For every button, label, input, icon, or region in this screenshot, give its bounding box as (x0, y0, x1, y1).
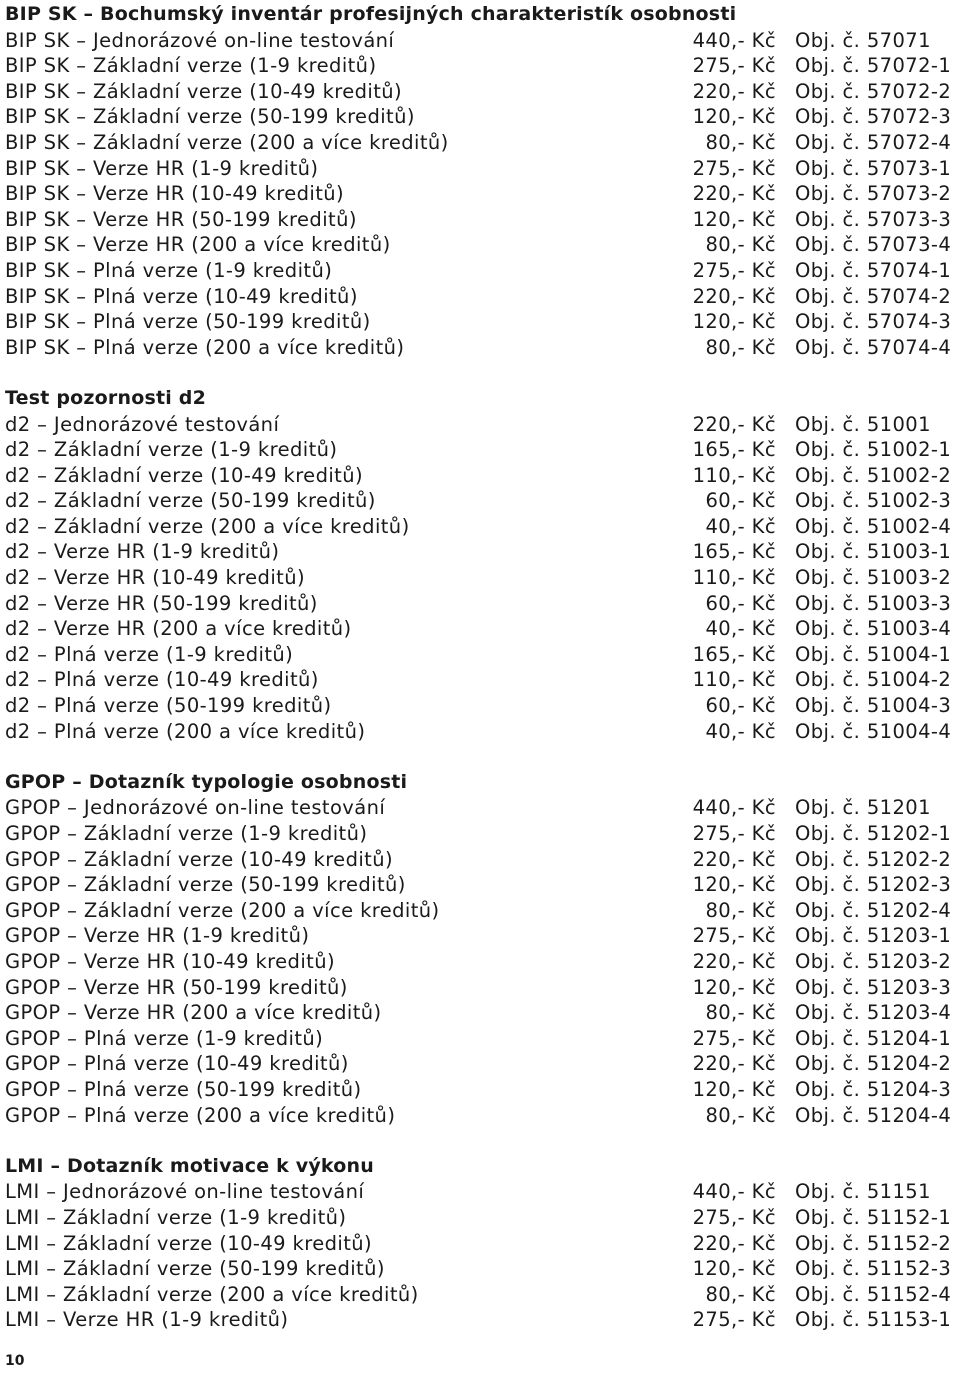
price-rows (5, 795, 960, 1128)
product-name: LMI – Jednorázové on-line testování (5, 1180, 365, 1204)
price-row (5, 616, 960, 642)
order-code: Obj. č. 51002-1 (795, 438, 952, 462)
product-price: 60,- Kč (705, 694, 776, 718)
product-name: GPOP – Verze HR (10-49 kreditů) (5, 949, 335, 973)
order-code: Obj. č. 51002-4 (795, 514, 952, 538)
product-price: 120,- Kč (692, 310, 776, 334)
section-d2 (5, 386, 960, 744)
product-price: 220,- Kč (692, 847, 776, 871)
product-price: 120,- Kč (692, 207, 776, 231)
page-number: 10 (5, 1353, 25, 1369)
price-row (5, 719, 960, 745)
price-row (5, 1103, 960, 1129)
price-row (5, 872, 960, 898)
order-code: Obj. č. 51004-3 (795, 694, 952, 718)
order-code: Obj. č. 51003-3 (795, 591, 952, 615)
order-code: Obj. č. 51203-4 (795, 1001, 952, 1025)
product-name: LMI – Verze HR (1-9 kreditů) (5, 1308, 289, 1332)
order-code: Obj. č. 51204-3 (795, 1077, 952, 1101)
product-price: 110,- Kč (692, 566, 776, 590)
price-row (5, 1077, 960, 1103)
order-code: Obj. č. 51152-2 (795, 1231, 952, 1255)
product-name: BIP SK – Verze HR (200 a více kreditů) (5, 233, 391, 257)
price-row (5, 104, 960, 130)
price-row (5, 1205, 960, 1231)
price-list (5, 2, 960, 1333)
product-name: GPOP – Plná verze (200 a více kreditů) (5, 1103, 396, 1127)
order-code: Obj. č. 57072-3 (795, 105, 952, 129)
price-row (5, 795, 960, 821)
order-code: Obj. č. 51152-1 (795, 1205, 952, 1229)
product-price: 220,- Kč (692, 182, 776, 206)
order-code: Obj. č. 51004-2 (795, 668, 952, 692)
product-price: 275,- Kč (692, 156, 776, 180)
product-price: 220,- Kč (692, 412, 776, 436)
order-code: Obj. č. 51001 (795, 412, 931, 436)
product-price: 110,- Kč (692, 463, 776, 487)
product-price: 80,- Kč (705, 1103, 776, 1127)
product-price: 110,- Kč (692, 668, 776, 692)
product-price: 220,- Kč (692, 949, 776, 973)
product-price: 440,- Kč (692, 1180, 776, 1204)
price-row (5, 514, 960, 540)
product-price: 80,- Kč (705, 130, 776, 154)
product-price: 275,- Kč (692, 822, 776, 845)
product-name: BIP SK – Základní verze (200 a více kreditů) (5, 130, 449, 154)
price-row (5, 53, 960, 79)
price-row (5, 693, 960, 719)
product-name: d2 – Základní verze (200 a více kreditů) (5, 514, 410, 538)
product-name: LMI – Základní verze (200 a více kreditů) (5, 1282, 419, 1306)
product-price: 60,- Kč (705, 591, 776, 615)
price-row (5, 28, 960, 54)
price-rows (5, 412, 960, 745)
product-name: d2 – Plná verze (200 a více kreditů) (5, 719, 366, 743)
product-price: 80,- Kč (705, 1001, 776, 1025)
price-row (5, 1000, 960, 1026)
product-price: 40,- Kč (705, 719, 776, 743)
order-code: Obj. č. 51004-4 (795, 719, 952, 743)
price-row (5, 181, 960, 207)
order-code: Obj. č. 57074-1 (795, 258, 952, 282)
product-name: d2 – Plná verze (1-9 kreditů) (5, 642, 294, 666)
price-row (5, 667, 960, 693)
product-name: GPOP – Plná verze (50-199 kreditů) (5, 1077, 362, 1101)
product-name: BIP SK – Základní verze (50-199 kreditů) (5, 105, 415, 129)
product-name: GPOP – Plná verze (10-49 kreditů) (5, 1052, 349, 1076)
price-row (5, 258, 960, 284)
price-row (5, 156, 960, 182)
product-name: GPOP – Základní verze (1-9 kreditů) (5, 822, 368, 845)
product-name: BIP SK – Plná verze (10-49 kreditů) (5, 284, 358, 308)
product-name: GPOP – Verze HR (200 a více kreditů) (5, 1001, 382, 1025)
price-row (5, 1256, 960, 1282)
product-name: d2 – Základní verze (1-9 kreditů) (5, 438, 338, 462)
order-code: Obj. č. 51002-2 (795, 463, 952, 487)
product-name: d2 – Verze HR (50-199 kreditů) (5, 591, 318, 615)
section-title: GPOP – Dotazník typologie osobnosti (5, 770, 408, 793)
order-code: Obj. č. 57073-1 (795, 156, 952, 180)
section-gpop (5, 770, 960, 1128)
price-row (5, 130, 960, 156)
product-price: 60,- Kč (705, 489, 776, 513)
product-price: 40,- Kč (705, 514, 776, 538)
order-code: Obj. č. 51204-1 (795, 1026, 952, 1050)
price-row (5, 1282, 960, 1308)
section-bip-sk (5, 2, 960, 360)
price-row (5, 975, 960, 1001)
price-rows (5, 28, 960, 361)
price-row (5, 309, 960, 335)
order-code: Obj. č. 51003-1 (795, 540, 952, 564)
product-price: 40,- Kč (705, 617, 776, 641)
price-row (5, 591, 960, 617)
order-code: Obj. č. 57074-4 (795, 335, 952, 359)
price-row (5, 898, 960, 924)
product-name: BIP SK – Základní verze (10-49 kreditů) (5, 79, 403, 103)
product-name: d2 – Základní verze (10-49 kreditů) (5, 463, 363, 487)
product-name: d2 – Verze HR (1-9 kreditů) (5, 540, 280, 564)
order-code: Obj. č. 51204-2 (795, 1052, 952, 1076)
section-lmi (5, 1154, 960, 1333)
product-name: LMI – Základní verze (50-199 kreditů) (5, 1257, 385, 1281)
order-code: Obj. č. 51151 (795, 1180, 931, 1204)
product-name: BIP SK – Plná verze (1-9 kreditů) (5, 258, 333, 282)
product-price: 220,- Kč (692, 1052, 776, 1076)
order-code: Obj. č. 51203-3 (795, 975, 952, 999)
section-title: BIP SK – Bochumský inventár profesijných charakteristík osobnosti (5, 3, 737, 25)
product-name: d2 – Verze HR (200 a více kreditů) (5, 617, 352, 641)
product-name: BIP SK – Plná verze (200 a více kreditů) (5, 335, 405, 359)
product-name: BIP SK – Verze HR (50-199 kreditů) (5, 207, 357, 231)
product-name: d2 – Jednorázové testování (5, 412, 280, 436)
order-code: Obj. č. 51202-1 (795, 822, 952, 845)
order-code: Obj. č. 51003-4 (795, 617, 952, 641)
price-row (5, 463, 960, 489)
product-price: 275,- Kč (692, 54, 776, 78)
product-price: 165,- Kč (692, 438, 776, 462)
order-code: Obj. č. 57073-2 (795, 182, 952, 206)
product-price: 220,- Kč (692, 79, 776, 103)
product-price: 440,- Kč (692, 796, 776, 820)
product-name: GPOP – Základní verze (50-199 kreditů) (5, 873, 406, 897)
price-row (5, 847, 960, 873)
product-price: 80,- Kč (705, 335, 776, 359)
price-rows (5, 1179, 960, 1333)
product-price: 120,- Kč (692, 975, 776, 999)
price-row (5, 412, 960, 438)
order-code: Obj. č. 51202-3 (795, 873, 952, 897)
price-row (5, 437, 960, 463)
order-code: Obj. č. 57074-3 (795, 310, 952, 334)
product-name: BIP SK – Jednorázové on-line testování (5, 28, 395, 52)
product-price: 120,- Kč (692, 873, 776, 897)
product-price: 165,- Kč (692, 642, 776, 666)
order-code: Obj. č. 57072-1 (795, 54, 952, 78)
product-name: LMI – Základní verze (10-49 kreditů) (5, 1231, 373, 1255)
price-row (5, 642, 960, 668)
price-row (5, 821, 960, 847)
price-row (5, 1179, 960, 1205)
price-row (5, 1231, 960, 1257)
product-price: 220,- Kč (692, 1231, 776, 1255)
order-code: Obj. č. 57072-2 (795, 79, 952, 103)
product-name: GPOP – Jednorázové on-line testování (5, 796, 386, 820)
price-row (5, 1026, 960, 1052)
price-row (5, 335, 960, 361)
product-name: d2 – Plná verze (50-199 kreditů) (5, 694, 332, 718)
product-price: 275,- Kč (692, 258, 776, 282)
order-code: Obj. č. 51201 (795, 796, 931, 820)
product-name: d2 – Plná verze (10-49 kreditů) (5, 668, 319, 692)
order-code: Obj. č. 51204-4 (795, 1103, 952, 1127)
product-name: BIP SK – Verze HR (10-49 kreditů) (5, 182, 345, 206)
price-row (5, 232, 960, 258)
order-code: Obj. č. 57073-4 (795, 233, 952, 257)
product-name: BIP SK – Verze HR (1-9 kreditů) (5, 156, 319, 180)
section-title: Test pozornosti d2 (5, 386, 206, 409)
product-name: GPOP – Verze HR (1-9 kreditů) (5, 924, 310, 948)
order-code: Obj. č. 51153-1 (795, 1308, 952, 1332)
section-title: LMI – Dotazník motivace k výkonu (5, 1154, 374, 1177)
order-code: Obj. č. 51002-3 (795, 489, 952, 513)
product-name: GPOP – Plná verze (1-9 kreditů) (5, 1026, 324, 1050)
price-row (5, 1051, 960, 1077)
price-row (5, 923, 960, 949)
product-name: GPOP – Verze HR (50-199 kreditů) (5, 975, 348, 999)
price-row (5, 284, 960, 310)
product-price: 275,- Kč (692, 1026, 776, 1050)
product-price: 120,- Kč (692, 105, 776, 129)
product-price: 120,- Kč (692, 1077, 776, 1101)
order-code: Obj. č. 51003-2 (795, 566, 952, 590)
product-price: 80,- Kč (705, 233, 776, 257)
order-code: Obj. č. 57072-4 (795, 130, 952, 154)
order-code: Obj. č. 51202-2 (795, 847, 952, 871)
order-code: Obj. č. 57073-3 (795, 207, 952, 231)
order-code: Obj. č. 51202-4 (795, 898, 952, 922)
order-code: Obj. č. 57074-2 (795, 284, 952, 308)
order-code: Obj. č. 57071 (795, 28, 931, 52)
order-code: Obj. č. 51004-1 (795, 642, 952, 666)
price-row (5, 565, 960, 591)
product-price: 120,- Kč (692, 1257, 776, 1281)
product-price: 80,- Kč (705, 1282, 776, 1306)
product-price: 165,- Kč (692, 540, 776, 564)
price-row (5, 1307, 960, 1333)
product-price: 275,- Kč (692, 924, 776, 948)
price-row (5, 207, 960, 233)
product-name: d2 – Verze HR (10-49 kreditů) (5, 566, 305, 590)
product-name: GPOP – Základní verze (200 a více kreditů) (5, 898, 440, 922)
product-name: GPOP – Základní verze (10-49 kreditů) (5, 847, 393, 871)
product-price: 275,- Kč (692, 1308, 776, 1332)
order-code: Obj. č. 51203-2 (795, 949, 952, 973)
price-row (5, 488, 960, 514)
price-row (5, 79, 960, 105)
order-code: Obj. č. 51203-1 (795, 924, 952, 948)
product-name: BIP SK – Základní verze (1-9 kreditů) (5, 54, 377, 78)
product-name: BIP SK – Plná verze (50-199 kreditů) (5, 310, 371, 334)
order-code: Obj. č. 51152-4 (795, 1282, 952, 1306)
product-price: 80,- Kč (705, 898, 776, 922)
product-price: 275,- Kč (692, 1205, 776, 1229)
product-price: 220,- Kč (692, 284, 776, 308)
product-price: 440,- Kč (692, 28, 776, 52)
price-row (5, 539, 960, 565)
order-code: Obj. č. 51152-3 (795, 1257, 952, 1281)
product-name: d2 – Základní verze (50-199 kreditů) (5, 489, 376, 513)
price-row (5, 949, 960, 975)
product-name: LMI – Základní verze (1-9 kreditů) (5, 1205, 347, 1229)
